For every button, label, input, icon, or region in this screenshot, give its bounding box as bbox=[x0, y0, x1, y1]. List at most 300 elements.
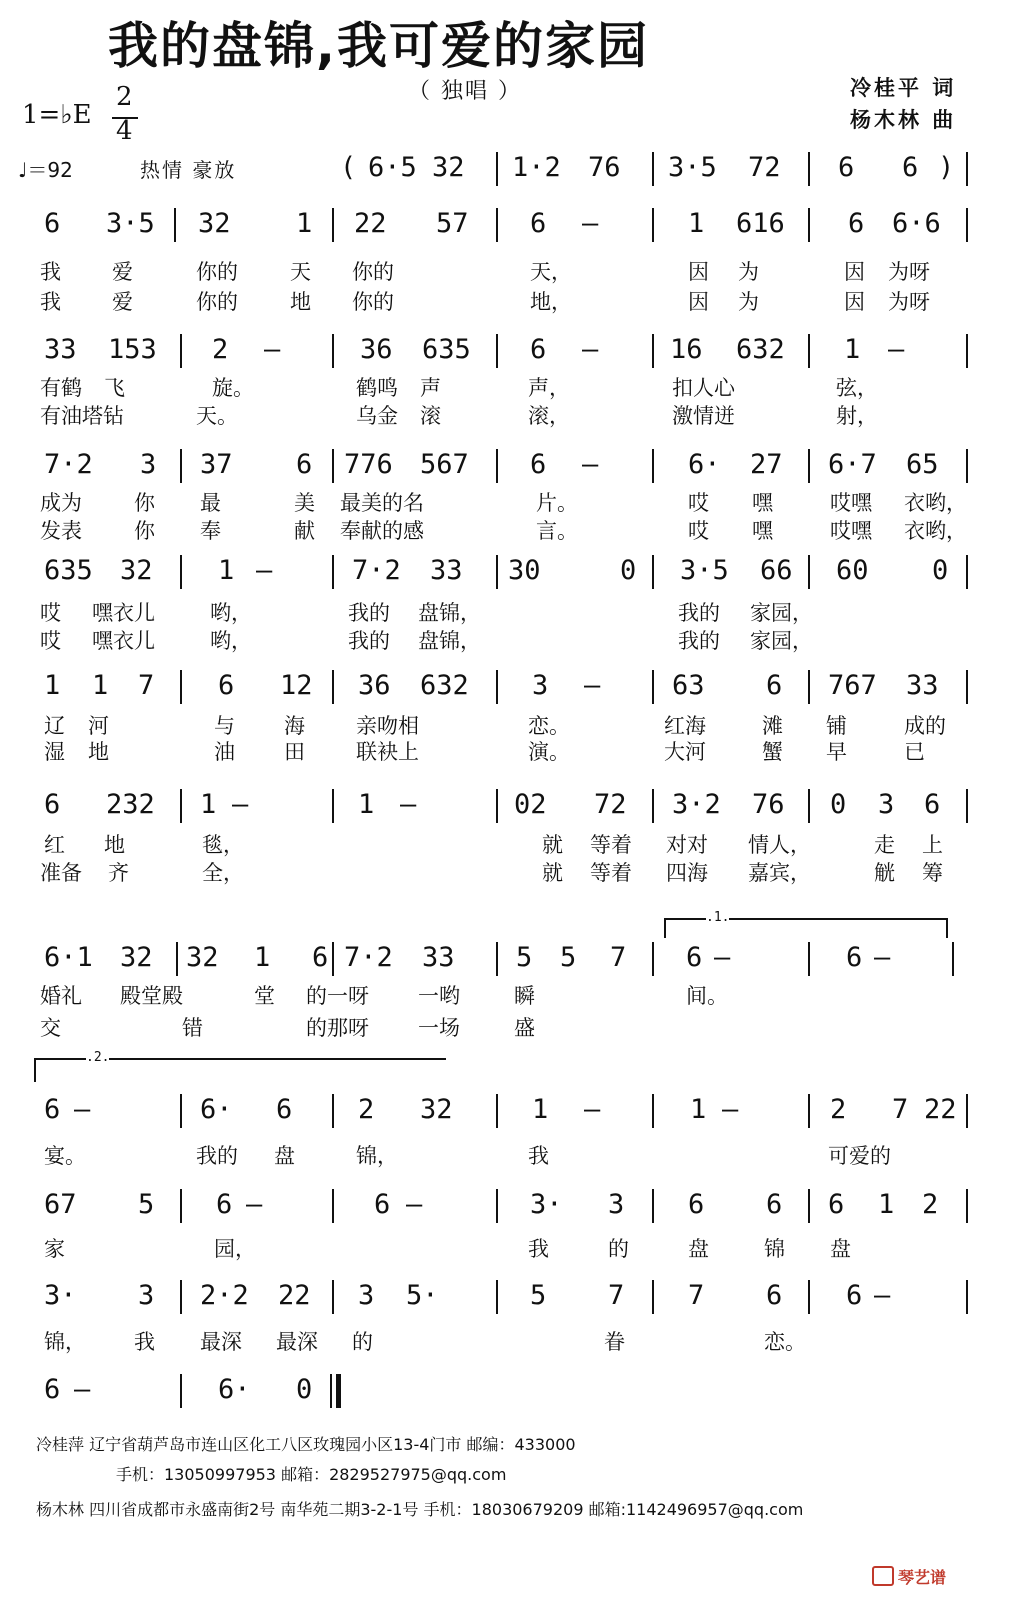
note: 6 bbox=[686, 942, 703, 973]
lyric-word: 哟， bbox=[210, 629, 252, 653]
lyric-word: 筹 bbox=[922, 861, 943, 885]
barline bbox=[808, 1280, 810, 1314]
lyric-word: 声 bbox=[420, 376, 441, 400]
lyric-word: 奉 bbox=[200, 519, 221, 543]
barline bbox=[808, 208, 810, 242]
lyric-word: 献 bbox=[294, 519, 315, 543]
note: 7·2 bbox=[44, 449, 93, 480]
note: 6 bbox=[846, 942, 863, 973]
lyric-word: 有鹤 bbox=[40, 376, 82, 400]
lyric-word: 美 bbox=[294, 491, 315, 515]
lyric-word: 扣人心 bbox=[672, 376, 735, 400]
note: 66 bbox=[760, 555, 793, 586]
note: 6·5 bbox=[368, 152, 417, 183]
lyric-word: 射， bbox=[836, 404, 878, 428]
note: 0 bbox=[296, 1374, 313, 1405]
lyrics-verse2-line-8 bbox=[0, 1012, 1025, 1038]
note: — bbox=[74, 1094, 91, 1125]
lyric-word: 因 bbox=[688, 290, 709, 314]
lyric-word: 殿堂殿 bbox=[120, 984, 183, 1008]
note: 37 bbox=[200, 449, 233, 480]
key-signature: 1=♭E bbox=[22, 100, 92, 130]
note: 32 bbox=[186, 942, 219, 973]
note: 6 bbox=[766, 1189, 783, 1220]
note: 7 bbox=[610, 942, 627, 973]
note: 7 bbox=[892, 1094, 909, 1125]
note: 22 bbox=[354, 208, 387, 239]
lyric-word: 婚礼 bbox=[40, 984, 82, 1008]
lyric-word: 大河 bbox=[664, 740, 706, 764]
note: 6·7 bbox=[828, 449, 877, 480]
note: 0 bbox=[932, 555, 949, 586]
note: 6· bbox=[218, 1374, 251, 1405]
note: 3·2 bbox=[672, 789, 721, 820]
note: 6 bbox=[44, 789, 61, 820]
note: 1 bbox=[688, 208, 705, 239]
lyric-word: 你的 bbox=[352, 260, 394, 284]
lyric-word: 我 bbox=[528, 1237, 549, 1261]
note: 6 bbox=[902, 152, 919, 183]
lyric-word: 海 bbox=[284, 714, 305, 738]
barline bbox=[180, 555, 182, 589]
lyric-word: 因 bbox=[844, 260, 865, 284]
barline bbox=[180, 789, 182, 823]
lyric-word: 已 bbox=[904, 740, 925, 764]
note: 32 bbox=[120, 555, 153, 586]
second-ending-bracket bbox=[34, 1050, 446, 1082]
note: 232 bbox=[106, 789, 155, 820]
note: 65 bbox=[906, 449, 939, 480]
lyric-word: 早 bbox=[826, 740, 847, 764]
lyric-word: 宴。 bbox=[44, 1144, 86, 1168]
barline bbox=[332, 449, 334, 483]
barline bbox=[808, 1094, 810, 1128]
lyric-word: 我 bbox=[134, 1330, 155, 1354]
lyrics-verse2-line-5 bbox=[0, 625, 1025, 651]
note: 3·5 bbox=[680, 555, 729, 586]
lyric-word: 错 bbox=[182, 1016, 203, 1040]
note: 76 bbox=[752, 789, 785, 820]
barline bbox=[966, 208, 968, 242]
note: 60 bbox=[836, 555, 869, 586]
lyric-word: 家园， bbox=[750, 601, 813, 625]
lyric-word: 哎嘿 bbox=[830, 491, 872, 515]
lyric-word: 哎 bbox=[40, 601, 61, 625]
lyric-word: 嘉宾， bbox=[748, 861, 811, 885]
lyric-word: 哎 bbox=[688, 519, 709, 543]
lyric-word: 我的 bbox=[678, 629, 720, 653]
barline bbox=[808, 334, 810, 368]
lyric-word: 四海 bbox=[666, 861, 708, 885]
note: 3· bbox=[44, 1280, 77, 1311]
lyric-word: 嘿 bbox=[752, 519, 773, 543]
lyric-word: 就 bbox=[542, 833, 563, 857]
lyric-word: 就 bbox=[542, 861, 563, 885]
notation-line-3 bbox=[0, 332, 1025, 372]
lyrics-verse1-line-2 bbox=[0, 256, 1025, 282]
barline bbox=[966, 1189, 968, 1223]
lyric-word: 盘锦， bbox=[418, 601, 481, 625]
note: 6 bbox=[312, 942, 329, 973]
lyric-word: 间。 bbox=[686, 984, 728, 1008]
lyric-word: 恋。 bbox=[764, 1330, 806, 1354]
lyric-word: 哎 bbox=[40, 629, 61, 653]
lyric-word: 眷 bbox=[604, 1330, 625, 1354]
lyric-word: 情人， bbox=[748, 833, 811, 857]
lyric-word: 为呀 bbox=[888, 290, 930, 314]
note: 6 bbox=[846, 1280, 863, 1311]
lyric-word: 我的 bbox=[196, 1144, 238, 1168]
note: 30 bbox=[508, 555, 541, 586]
lyric-word: 蟹 bbox=[762, 740, 783, 764]
note: 6 bbox=[848, 208, 865, 239]
lyric-word: 成为 bbox=[40, 491, 82, 515]
note: 3 bbox=[140, 449, 157, 480]
note: — bbox=[256, 555, 273, 586]
barline bbox=[652, 1094, 654, 1128]
barline bbox=[652, 334, 654, 368]
barline bbox=[496, 449, 498, 483]
note: 22 bbox=[924, 1094, 957, 1125]
lyric-word: 天 bbox=[290, 260, 311, 284]
lyric-word: 园， bbox=[214, 1237, 256, 1261]
note: 7 bbox=[688, 1280, 705, 1311]
note: 33 bbox=[906, 670, 939, 701]
note: 2 bbox=[922, 1189, 939, 1220]
note: — bbox=[584, 670, 601, 701]
note: 1 bbox=[532, 1094, 549, 1125]
notation-line-1 bbox=[0, 150, 1025, 190]
lyric-word: 瞬 bbox=[514, 984, 535, 1008]
lyrics-verse1-line-4 bbox=[0, 487, 1025, 513]
barline bbox=[808, 942, 810, 976]
note: 3·5 bbox=[106, 208, 155, 239]
barline bbox=[652, 555, 654, 589]
lyric-word: 鹤鸣 bbox=[356, 376, 398, 400]
lyric-word: 你 bbox=[134, 519, 155, 543]
note: — bbox=[584, 1094, 601, 1125]
lyric-word: 毯， bbox=[202, 833, 244, 857]
lyric-word: 有油塔钻 bbox=[40, 404, 124, 428]
note: — bbox=[232, 789, 249, 820]
note: 02 bbox=[514, 789, 547, 820]
notation-line-5 bbox=[0, 553, 1025, 593]
logo-text: 琴艺谱 bbox=[898, 1568, 947, 1587]
lyric-word: 齐 bbox=[108, 861, 129, 885]
note: 1 bbox=[200, 789, 217, 820]
lyric-word: 成的 bbox=[904, 714, 946, 738]
first-ending-bracket bbox=[664, 910, 948, 938]
note: 6 bbox=[374, 1189, 391, 1220]
lyric-word: 河 bbox=[88, 714, 109, 738]
notation-line-11 bbox=[0, 1278, 1025, 1318]
lyric-word: 弦， bbox=[836, 376, 878, 400]
lyric-word: 哎 bbox=[688, 491, 709, 515]
note: — bbox=[582, 208, 599, 239]
barline bbox=[808, 1189, 810, 1223]
barline bbox=[332, 1280, 334, 1314]
barline bbox=[652, 670, 654, 704]
barline bbox=[176, 942, 178, 976]
note: 6 bbox=[766, 670, 783, 701]
note: 57 bbox=[436, 208, 469, 239]
barline bbox=[180, 1374, 182, 1408]
note: — bbox=[874, 942, 891, 973]
note: 6· bbox=[688, 449, 721, 480]
lyric-word: 盘 bbox=[830, 1237, 851, 1261]
note: 6 bbox=[44, 1374, 61, 1405]
barline bbox=[952, 942, 954, 976]
logo-icon bbox=[872, 1566, 894, 1586]
lyric-word: 我 bbox=[528, 1144, 549, 1168]
lyric-word: 衣哟， bbox=[904, 491, 967, 515]
lyric-word: 全， bbox=[202, 861, 244, 885]
note: 32 bbox=[420, 1094, 453, 1125]
barline bbox=[332, 555, 334, 589]
composer-contact: 杨木林 四川省成都市永盛南街2号 南华苑二期3-2-1号 手机：18030679209 邮箱:1142496957@qq.com bbox=[36, 1500, 804, 1519]
site-logo[interactable] bbox=[872, 1565, 946, 1588]
notation-line-4 bbox=[0, 447, 1025, 487]
lyric-word: 我的 bbox=[348, 601, 390, 625]
lyricist-credit: 冷桂平 词 bbox=[850, 76, 957, 100]
barline bbox=[966, 449, 968, 483]
lyric-word: 家园， bbox=[750, 629, 813, 653]
lyric-word: 嘿 bbox=[752, 491, 773, 515]
barline bbox=[496, 942, 498, 976]
lyric-word: 最 bbox=[200, 491, 221, 515]
note: 7 bbox=[608, 1280, 625, 1311]
lyrics-verse2-line-3 bbox=[0, 400, 1025, 426]
lyric-word: 湿 bbox=[44, 740, 65, 764]
lyric-word: 盘锦， bbox=[418, 629, 481, 653]
lyric-word: 交 bbox=[40, 1016, 61, 1040]
note: 67 bbox=[44, 1189, 77, 1220]
notation-line-8 bbox=[0, 910, 1025, 980]
lyric-word: 乌金 bbox=[356, 404, 398, 428]
lyric-word: 我的 bbox=[348, 629, 390, 653]
barline bbox=[496, 1094, 498, 1128]
lyric-word: 声， bbox=[528, 376, 570, 400]
lyric-word: 嘿衣儿 bbox=[92, 601, 155, 625]
note: 616 bbox=[736, 208, 785, 239]
barline bbox=[180, 1189, 182, 1223]
lyric-word: 地， bbox=[530, 290, 572, 314]
note: 3 bbox=[608, 1189, 625, 1220]
note: 3·5 bbox=[668, 152, 717, 183]
barline bbox=[808, 670, 810, 704]
lyrics-verse2-line-6 bbox=[0, 736, 1025, 762]
notation-line-2 bbox=[0, 206, 1025, 246]
barline bbox=[808, 555, 810, 589]
barline bbox=[496, 1280, 498, 1314]
note: — bbox=[264, 334, 281, 365]
lyric-word: 亲吻相 bbox=[356, 714, 419, 738]
notation-line-7 bbox=[0, 787, 1025, 827]
lyrics-verse1-line-9 bbox=[0, 1140, 1025, 1166]
barline bbox=[180, 449, 182, 483]
note: 6 bbox=[688, 1189, 705, 1220]
note: 5 bbox=[516, 942, 533, 973]
barline bbox=[652, 1189, 654, 1223]
note: 6 bbox=[924, 789, 941, 820]
note: — bbox=[582, 334, 599, 365]
lyric-word: 红海 bbox=[664, 714, 706, 738]
note: — bbox=[888, 334, 905, 365]
lyric-word: 觥 bbox=[874, 861, 895, 885]
barline bbox=[808, 449, 810, 483]
lyrics-verse1-line-10 bbox=[0, 1233, 1025, 1259]
lyric-word: 爱 bbox=[112, 290, 133, 314]
note: 32 bbox=[198, 208, 231, 239]
barline bbox=[808, 152, 810, 186]
lyric-word: 与 bbox=[214, 714, 235, 738]
expression-marking: 热情 豪放 bbox=[140, 158, 237, 182]
lyric-word: 嘿衣儿 bbox=[92, 629, 155, 653]
note: 6 bbox=[530, 208, 547, 239]
barline bbox=[496, 555, 498, 589]
final-barline bbox=[336, 1374, 341, 1408]
note: 1 bbox=[218, 555, 235, 586]
barline bbox=[332, 1094, 334, 1128]
barline bbox=[332, 208, 334, 242]
barline bbox=[180, 670, 182, 704]
note: 36 bbox=[358, 670, 391, 701]
barline bbox=[332, 670, 334, 704]
note: 76 bbox=[588, 152, 621, 183]
note: — bbox=[582, 449, 599, 480]
note: 6 bbox=[44, 1094, 61, 1125]
note: 767 bbox=[828, 670, 877, 701]
barline bbox=[652, 942, 654, 976]
barline bbox=[966, 152, 968, 186]
lyric-word: 你的 bbox=[196, 260, 238, 284]
lyrics-verse1-line-8 bbox=[0, 980, 1025, 1006]
note: — bbox=[874, 1280, 891, 1311]
note: 5 bbox=[560, 942, 577, 973]
lyric-word: 你 bbox=[134, 491, 155, 515]
lyric-word: 为 bbox=[738, 260, 759, 284]
note: 32 bbox=[432, 152, 465, 183]
note: — bbox=[74, 1374, 91, 1405]
lyric-word: 等着 bbox=[590, 833, 632, 857]
note: 2 bbox=[212, 334, 229, 365]
note: 1·2 bbox=[512, 152, 561, 183]
note: 3 bbox=[358, 1280, 375, 1311]
lyric-word: 哎嘿 bbox=[830, 519, 872, 543]
note: 1 bbox=[254, 942, 271, 973]
lyric-word: 铺 bbox=[826, 714, 847, 738]
note: 6 bbox=[276, 1094, 293, 1125]
note: 632 bbox=[420, 670, 469, 701]
note: 6 bbox=[530, 449, 547, 480]
lyric-word: 天， bbox=[530, 260, 572, 284]
lyric-word: 一场 bbox=[418, 1016, 460, 1040]
note: 33 bbox=[422, 942, 455, 973]
lyric-word: 地 bbox=[88, 740, 109, 764]
note: 7·2 bbox=[352, 555, 401, 586]
lyric-word: 你的 bbox=[352, 290, 394, 314]
lyric-word: 言。 bbox=[536, 519, 578, 543]
notation-line-10 bbox=[0, 1187, 1025, 1227]
barline bbox=[652, 789, 654, 823]
note: 5· bbox=[406, 1280, 439, 1311]
note: 1 bbox=[92, 670, 109, 701]
note: 6 bbox=[828, 1189, 845, 1220]
tempo-marking: ♩＝92 bbox=[18, 158, 73, 182]
note: 7 bbox=[138, 670, 155, 701]
note: 2·2 bbox=[200, 1280, 249, 1311]
lyric-word: 最美的名 bbox=[340, 491, 424, 515]
lyric-word: 为呀 bbox=[888, 260, 930, 284]
barline bbox=[652, 1280, 654, 1314]
note: — bbox=[246, 1189, 263, 1220]
note: 1 bbox=[358, 789, 375, 820]
lyrics-verse1-line-3 bbox=[0, 372, 1025, 398]
note: 5 bbox=[138, 1189, 155, 1220]
lyrics-verse1-line-5 bbox=[0, 597, 1025, 623]
note: — bbox=[406, 1189, 423, 1220]
lyric-word: 最深 bbox=[276, 1330, 318, 1354]
composer-credit: 杨木林 曲 bbox=[850, 108, 957, 132]
barline bbox=[808, 789, 810, 823]
lyric-word: 上 bbox=[922, 833, 943, 857]
lyric-word: 片。 bbox=[536, 491, 578, 515]
lyric-word: 爱 bbox=[112, 260, 133, 284]
time-signature-top: 2 bbox=[116, 82, 133, 112]
lyric-word: 哟， bbox=[210, 601, 252, 625]
lyric-word: 发表 bbox=[40, 519, 82, 543]
barline bbox=[180, 1280, 182, 1314]
note: 7·2 bbox=[344, 942, 393, 973]
note: 27 bbox=[750, 449, 783, 480]
lyric-word: 滩 bbox=[762, 714, 783, 738]
note: 33 bbox=[44, 334, 77, 365]
note: 6 bbox=[766, 1280, 783, 1311]
barline bbox=[966, 1094, 968, 1128]
lyrics-verse2-line-4 bbox=[0, 515, 1025, 541]
lyric-word: 滚 bbox=[420, 404, 441, 428]
barline bbox=[966, 334, 968, 368]
note: 6 bbox=[530, 334, 547, 365]
lyric-word: 红 bbox=[44, 833, 65, 857]
barline bbox=[180, 1094, 182, 1128]
lyric-word: 堂 bbox=[254, 984, 275, 1008]
lyric-word: 的那呀 bbox=[306, 1016, 369, 1040]
lyric-word: 家 bbox=[44, 1237, 65, 1261]
lyricist-phone-email: 手机：13050997953 邮箱：2829527975@qq.com bbox=[116, 1465, 507, 1484]
lyric-word: 可爱的 bbox=[828, 1144, 891, 1168]
lyric-word: 飞 bbox=[104, 376, 125, 400]
note: 6·6 bbox=[892, 208, 941, 239]
note: 635 bbox=[44, 555, 93, 586]
note: 567 bbox=[420, 449, 469, 480]
lyrics-verse2-line-7 bbox=[0, 857, 1025, 883]
note: 6 bbox=[44, 208, 61, 239]
note: 3 bbox=[138, 1280, 155, 1311]
barline bbox=[966, 1280, 968, 1314]
barline bbox=[496, 1189, 498, 1223]
barline bbox=[966, 789, 968, 823]
lyric-word: 演。 bbox=[528, 740, 570, 764]
lyric-word: 的 bbox=[608, 1237, 629, 1261]
lyric-word: 锦 bbox=[764, 1237, 785, 1261]
lyric-word: 恋。 bbox=[528, 714, 570, 738]
note: 0 bbox=[830, 789, 847, 820]
note: 635 bbox=[422, 334, 471, 365]
note: 6· bbox=[200, 1094, 233, 1125]
note: 6 bbox=[838, 152, 855, 183]
note: 6 bbox=[216, 1189, 233, 1220]
